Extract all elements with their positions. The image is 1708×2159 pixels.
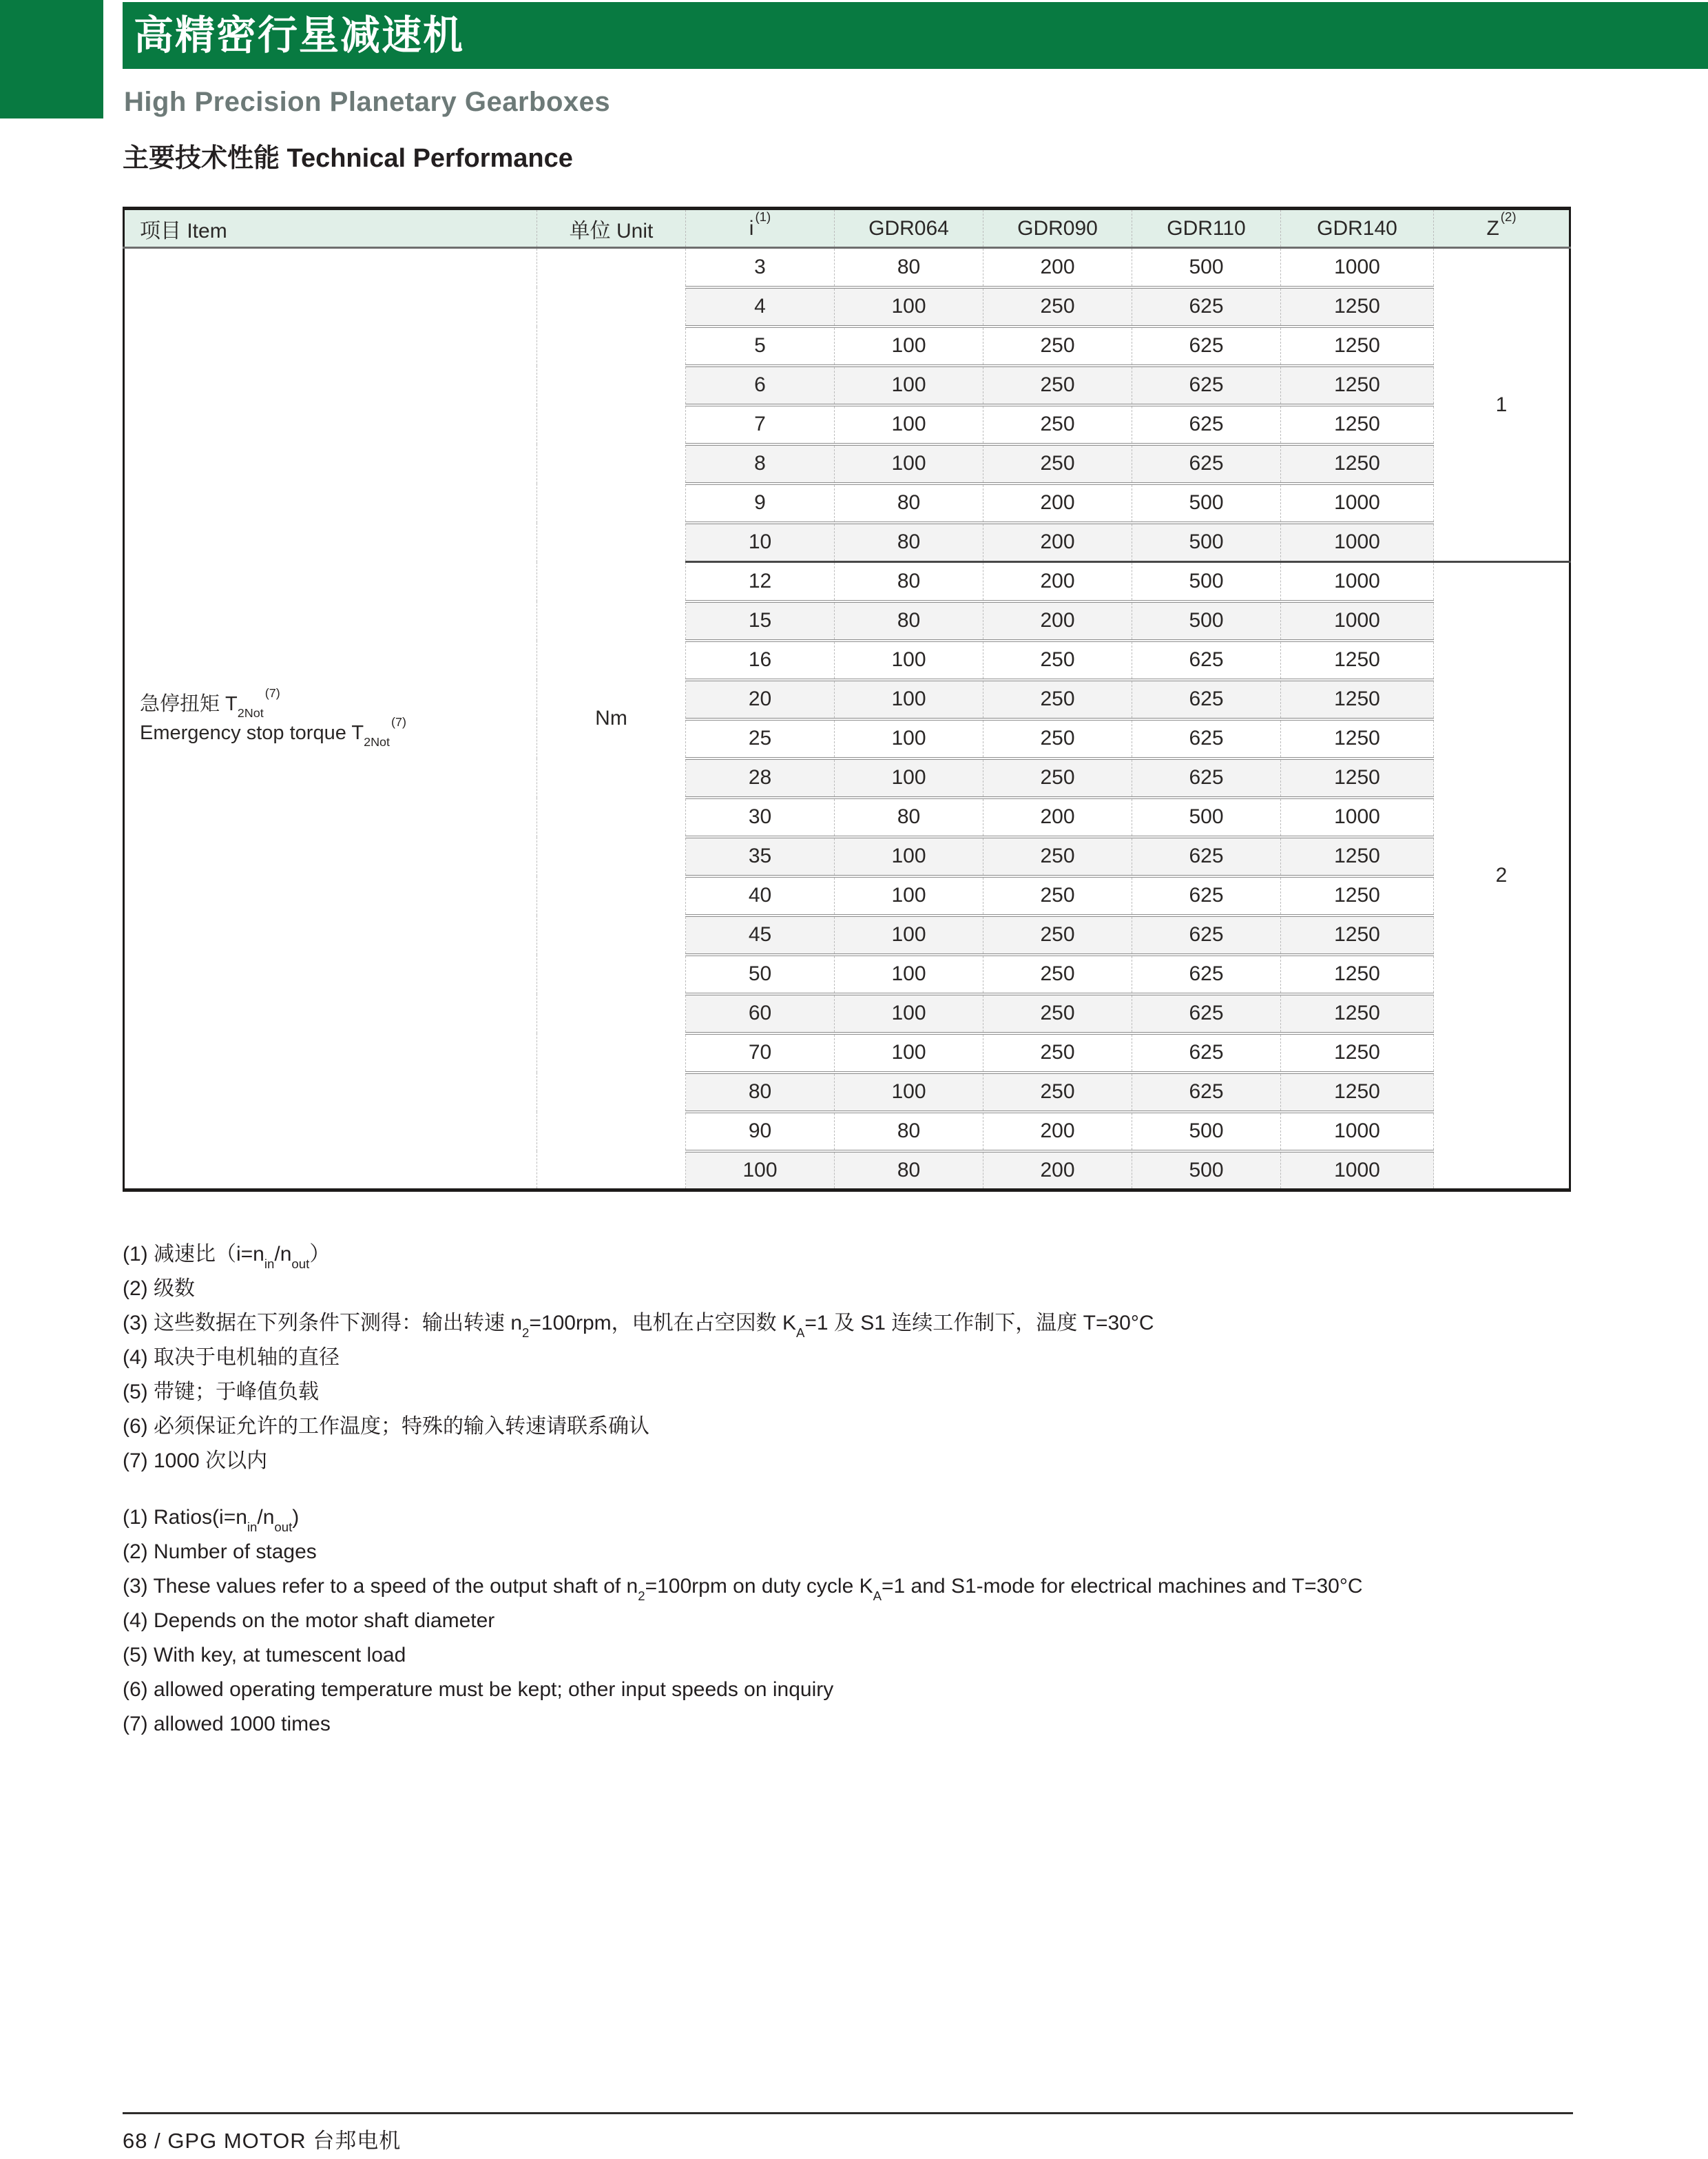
value-cell: 250 (983, 405, 1132, 444)
value-cell: 1000 (1281, 562, 1434, 601)
value-cell: 100 (835, 641, 983, 680)
value-cell: 1250 (1281, 955, 1434, 994)
value-cell: 250 (983, 758, 1132, 798)
footnote: (3) 这些数据在下列条件下测得：输出转速 $n_2=100rpm$，电机在占空因数 $K_A=1$ 及 S1 连续工作制下，温度 T=30°C (123, 1312, 1154, 1340)
title-bar (123, 2, 1708, 69)
value-cell: 100 (835, 994, 983, 1033)
item-label-en: Emergency stop torque $T_{2Not}^{(7)}$ (140, 715, 407, 750)
value-cell: 625 (1132, 719, 1281, 758)
value-cell: 1000 (1281, 484, 1434, 523)
value-cell: 1000 (1281, 523, 1434, 562)
value-cell: 250 (983, 444, 1132, 484)
ratio-cell: 12 (686, 562, 835, 601)
value-cell: 100 (835, 758, 983, 798)
footer-divider (123, 2112, 1573, 2114)
value-cell: 500 (1132, 798, 1281, 837)
ratio-cell: 8 (686, 444, 835, 484)
value-cell: 100 (835, 916, 983, 955)
value-cell: 500 (1132, 523, 1281, 562)
ratio-cell: 9 (686, 484, 835, 523)
value-cell: 250 (983, 366, 1132, 405)
footnote: (5) With key, at tumescent load (123, 1644, 406, 1666)
value-cell: 1250 (1281, 719, 1434, 758)
value-cell: 1250 (1281, 327, 1434, 366)
value-cell: 625 (1132, 1073, 1281, 1112)
footnote: (2) 级数 (123, 1277, 195, 1300)
value-cell: 1250 (1281, 680, 1434, 719)
section-title: 主要技术性能 Technical Performance (123, 144, 573, 173)
ratio-cell: 28 (686, 758, 835, 798)
technical-performance-table (123, 207, 1571, 1192)
col-header-gdr064: GDR064 (835, 209, 983, 248)
value-cell: 625 (1132, 641, 1281, 680)
value-cell: 625 (1132, 366, 1281, 405)
value-cell: 625 (1132, 287, 1281, 327)
value-cell: 625 (1132, 758, 1281, 798)
footnote: (7) 1000 次以内 (123, 1449, 268, 1472)
value-cell: 1250 (1281, 641, 1434, 680)
ratio-cell: 6 (686, 366, 835, 405)
ratio-cell: 10 (686, 523, 835, 562)
value-cell: 100 (835, 1073, 983, 1112)
footer-page-label: 68 / GPG MOTOR 台邦电机 (123, 2129, 402, 2153)
value-cell: 80 (835, 1112, 983, 1151)
value-cell: 250 (983, 1073, 1132, 1112)
value-cell: 625 (1132, 876, 1281, 916)
col-header-ratio: i $^{(1)}$ (686, 209, 835, 248)
value-cell: 500 (1132, 484, 1281, 523)
unit-cell: Nm (537, 248, 686, 1190)
value-cell: 1250 (1281, 837, 1434, 876)
page-corner-accent (0, 0, 103, 118)
col-header-gdr110: GDR110 (1132, 209, 1281, 248)
value-cell: 100 (835, 876, 983, 916)
ratio-cell: 40 (686, 876, 835, 916)
ratio-cell: 35 (686, 837, 835, 876)
col-header-item: 项目 Item (124, 209, 537, 248)
footnote: (1) 减速比$(i=n_{in}/n_{out})$ (123, 1243, 331, 1271)
value-cell: 625 (1132, 916, 1281, 955)
value-cell: 250 (983, 680, 1132, 719)
value-cell: 625 (1132, 327, 1281, 366)
value-cell: 200 (983, 1151, 1132, 1190)
value-cell: 1000 (1281, 1151, 1434, 1190)
value-cell: 100 (835, 837, 983, 876)
value-cell: 625 (1132, 955, 1281, 994)
value-cell: 1250 (1281, 994, 1434, 1033)
ratio-cell: 20 (686, 680, 835, 719)
ratio-cell: 90 (686, 1112, 835, 1151)
value-cell: 1250 (1281, 1073, 1434, 1112)
ratio-cell: 30 (686, 798, 835, 837)
ratio-cell: 60 (686, 994, 835, 1033)
ratio-cell: 4 (686, 287, 835, 327)
value-cell: 1000 (1281, 248, 1434, 287)
ratio-cell: 70 (686, 1033, 835, 1073)
value-cell: 100 (835, 680, 983, 719)
value-cell: 250 (983, 994, 1132, 1033)
footnote: (2) Number of stages (123, 1540, 317, 1563)
value-cell: 625 (1132, 680, 1281, 719)
value-cell: 80 (835, 484, 983, 523)
footnotes-chinese (123, 1237, 1154, 1478)
footnote: (7) allowed 1000 times (123, 1713, 331, 1735)
footnote: (4) 取决于电机轴的直径 (123, 1346, 340, 1369)
value-cell: 500 (1132, 601, 1281, 641)
value-cell: 80 (835, 523, 983, 562)
footnote: (6) allowed operating temperature must be kept; other input speeds on inquiry (123, 1678, 834, 1701)
value-cell: 250 (983, 287, 1132, 327)
footnote: (6) 必须保证允许的工作温度；特殊的输入转速请联系确认 (123, 1415, 649, 1438)
table-row (124, 248, 1570, 287)
col-header-gdr090: GDR090 (983, 209, 1132, 248)
footnote: (5) 带键；于峰值负载 (123, 1381, 319, 1403)
value-cell: 250 (983, 955, 1132, 994)
value-cell: 500 (1132, 248, 1281, 287)
col-header-stages: Z $^{(2)}$ (1434, 209, 1570, 248)
value-cell: 100 (835, 366, 983, 405)
item-label-cell (124, 248, 537, 1190)
value-cell: 1250 (1281, 405, 1434, 444)
footnote: (4) Depends on the motor shaft diameter (123, 1609, 495, 1632)
ratio-cell: 25 (686, 719, 835, 758)
value-cell: 250 (983, 876, 1132, 916)
value-cell: 250 (983, 916, 1132, 955)
value-cell: 500 (1132, 1151, 1281, 1190)
footnote: (3) These values refer to a speed of the output shaft of $n_2=100rpm$ on duty cycle $K_A=1$ and S1-mode for electrical machines and T=30°C (123, 1575, 1363, 1603)
value-cell: 80 (835, 601, 983, 641)
value-cell: 200 (983, 562, 1132, 601)
value-cell: 1250 (1281, 1033, 1434, 1073)
value-cell: 100 (835, 444, 983, 484)
value-cell: 1250 (1281, 876, 1434, 916)
ratio-cell: 7 (686, 405, 835, 444)
ratio-cell: 5 (686, 327, 835, 366)
value-cell: 500 (1132, 1112, 1281, 1151)
value-cell: 1250 (1281, 444, 1434, 484)
value-cell: 100 (835, 405, 983, 444)
value-cell: 80 (835, 248, 983, 287)
value-cell: 100 (835, 955, 983, 994)
value-cell: 250 (983, 1033, 1132, 1073)
value-cell: 200 (983, 523, 1132, 562)
page-title: 高精密行星减速机 (134, 13, 465, 58)
col-header-unit: 单位 Unit (537, 209, 686, 248)
value-cell: 80 (835, 798, 983, 837)
ratio-cell: 16 (686, 641, 835, 680)
ratio-cell: 45 (686, 916, 835, 955)
ratio-cell: 80 (686, 1073, 835, 1112)
item-label-cn: 急停扭矩 $T_{2Not}^{(7)}$ (140, 686, 280, 721)
value-cell: 250 (983, 719, 1132, 758)
value-cell: 1000 (1281, 798, 1434, 837)
value-cell: 625 (1132, 1033, 1281, 1073)
value-cell: 80 (835, 1151, 983, 1190)
value-cell: 1000 (1281, 601, 1434, 641)
value-cell: 100 (835, 1033, 983, 1073)
ratio-cell: 50 (686, 955, 835, 994)
value-cell: 500 (1132, 562, 1281, 601)
value-cell: 100 (835, 327, 983, 366)
footnotes-english (123, 1500, 1363, 1742)
value-cell: 625 (1132, 837, 1281, 876)
ratio-cell: 15 (686, 601, 835, 641)
value-cell: 625 (1132, 405, 1281, 444)
page-subtitle: High Precision Planetary Gearboxes (124, 87, 611, 117)
value-cell: 625 (1132, 994, 1281, 1033)
value-cell: 625 (1132, 444, 1281, 484)
ratio-cell: 100 (686, 1151, 835, 1190)
value-cell: 250 (983, 641, 1132, 680)
stage-cell: 1 (1495, 393, 1508, 416)
value-cell: 1250 (1281, 758, 1434, 798)
value-cell: 200 (983, 484, 1132, 523)
value-cell: 250 (983, 837, 1132, 876)
value-cell: 100 (835, 719, 983, 758)
value-cell: 200 (983, 798, 1132, 837)
value-cell: 200 (983, 1112, 1132, 1151)
table-header-row (124, 209, 1570, 248)
footnote: (1) $Ratios(i=n_{in}/n_{out})$ (123, 1506, 300, 1534)
col-header-gdr140: GDR140 (1281, 209, 1434, 248)
value-cell: 1250 (1281, 287, 1434, 327)
value-cell: 80 (835, 562, 983, 601)
value-cell: 1000 (1281, 1112, 1434, 1151)
value-cell: 200 (983, 601, 1132, 641)
stage-cell: 2 (1434, 562, 1570, 1190)
ratio-cell: 3 (686, 248, 835, 287)
value-cell: 100 (835, 287, 983, 327)
value-cell: 250 (983, 327, 1132, 366)
value-cell: 200 (983, 248, 1132, 287)
value-cell: 1250 (1281, 366, 1434, 405)
value-cell: 1250 (1281, 916, 1434, 955)
